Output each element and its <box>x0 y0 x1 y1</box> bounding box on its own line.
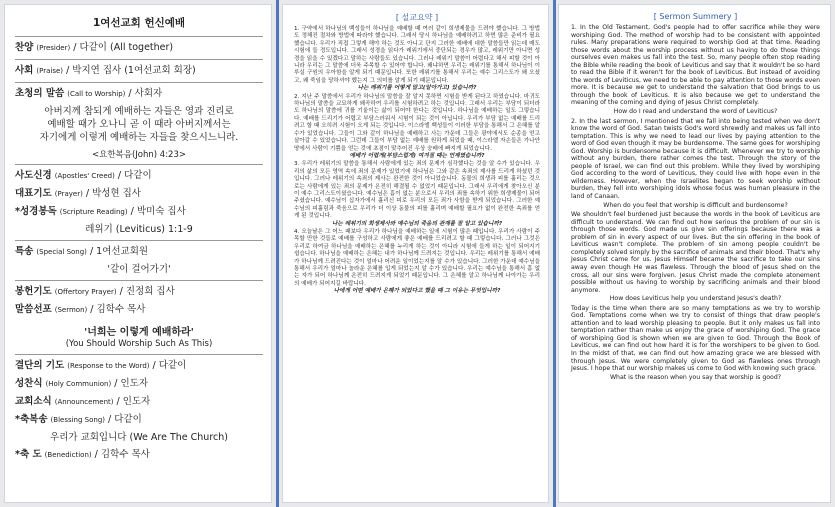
summary-en-question-4: What is the reason when you say that worship is good? <box>609 373 782 381</box>
divider <box>15 82 263 83</box>
summary-en-paragraph-2: 2. In the last sermon, I mentioned that we fall into being tested when we don't know the word of God. Satan twists God's word shrewdly and makes us fall into temptation. This is why we need to lead our lives by paying attention to the word of God even though it may be burdensome. The same goes for worshiping God. Worship is burdensome because it is difficult. Whenever we try to worship without any burden, there rather comes the test. Through the story of the people of Israel, we can find out this problem. While they lived by worshiping God according to the word of Leviticus, they could live with hope even in the wilderness. However, when the Israelites began to seek worship without burden, they fell into worshiping idols whose focus was human pleasure in the land of Canaan. <box>571 117 820 201</box>
order-item-offertory-prayer: 봉헌기도 (Offertory Prayer) / 진정희 집사 <box>15 286 175 297</box>
sermon-summary-english-panel <box>558 4 831 503</box>
blessing-song-title: 우리가 교회입니다 (We Are The Church) <box>50 432 228 443</box>
divider <box>15 354 263 355</box>
order-item-sermon: 말씀선포 (Sermon) / 김학수 목사 <box>15 304 146 315</box>
scripture-passage: 레위기 (Leviticus) 1:1-9 <box>85 224 193 235</box>
summary-question-2: 예배가 어렵게(부담스럽게) 여겨질 때는 언제였습니까? <box>349 152 485 159</box>
summary-paragraph-2: 2. 지난 주 말씀에서 우리가 하나님의 말씀을 잘 알지 못하면 시험을 받게 된다고 하였습니다. 마귀도 하나님의 말씀을 교묘하게 왜곡하여 우리를 시험하려고 하는 것입니다. 그래서 우리는 부담이 되더라도 하나님의 말씀에 귀를 기울이는 삶이 되어야 한다는 것입니다. 하나님을 예배하는 일도 그렇습니다. 예배를 드리기가 어렵고 부담스러워서 시험이 되는 것이 아닙니다. 우리가 부담 없는 예배를 드리려고 할 때 오히려 시험이 오게 되는 것입니다. 이스라엘 백성들이 이러한 부담을 통해서 그 은혜를 알 수가 있었습니다. 그들이 그와 같이 하나님을 예배하고 사는 가운데 그들은 광야에서도 순종을 얻고 살아갈 수 있었습니다. 그런데 그들이 부담 없는 예배를 원하게 되었을 때, 이스라엘 자손들은 가나안 땅에서 사람이 기쁨을 얻는 것에 초점이 맞추어진 우상 숭배에 빠지게 되었습니다. <box>294 93 540 152</box>
order-item-blessing-song: *축복송 (Blessing Song) / 다같이 <box>15 414 142 425</box>
order-item-response: 결단의 기도 (Response to the Word) / 다같이 <box>15 360 187 371</box>
order-item-creed: 사도신경 (Apostles' Creed) / 다같이 <box>15 170 152 181</box>
order-item-communion: 성찬식 (Holy Communion) / 인도자 <box>15 378 149 389</box>
sermon-title-english: (You Should Worship Such As This) <box>65 339 213 349</box>
summary-question-3: 나는 레위기의 희생제사와 예수님의 죽음의 관계를 잘 알고 있습니까? <box>331 220 503 227</box>
divider <box>15 36 263 37</box>
summary-heading-english: [ Sermon Summery ] <box>653 12 738 21</box>
summary-heading-korean: [ 설교요약 ] <box>395 13 439 22</box>
divider <box>15 59 263 60</box>
summary-en-paragraph-3: We shouldn't feel burdened just because the words in the book of Leviticus are difficult to understand. We can find out how serious the problem of our sin is through those words. God made us give sin offerings because there was a problem of sin in every aspect of our lives. But the sin offering in the book of Leviticus wasn't complete. The problem of sin among people couldn't be completely solved simply by the sacrifice of animals and their blood. That's why Jesus Christ came for us. Jesus Himself became the sacrifice to take our sins away even though He was flawless. Through the blood of Jesus shed on the cross, all our sins were forgiven. Jesus Christ made the complete atonement possible without us having to worship by sacrificing animals and their blood anymore. <box>571 211 820 294</box>
order-of-worship-panel <box>4 4 272 503</box>
order-item-special-song: 특송 (Special Song) / 1여선교회원 <box>15 246 149 257</box>
order-item-call-to-worship: 초청의 말씀 (Call to Worship) / 사회자 <box>15 88 163 99</box>
divider <box>15 164 263 165</box>
order-item-presider: 사회 (Praise) / 박지연 집사 (1여선교회 회장) <box>15 65 196 76</box>
summary-en-paragraph-4: Today is the time when there are so many temptations as we try to worship God. Temptations come when we try to consist of things that draw people's attention and to lead worship pleasing to people. But it only makes us fall into temptation rather than make us enjoy the grace of worshiping God. The grace of worshiping God is shown when we are given to God. Through the Book of Leviticus, we can find out how hard it is for the worshipers to be given to God. In the midst of that, we can find out how amazing grace we are blessed with through Jesus. We were completely given to God as flawless ones through Jesus. I hope that our worship makes us come to God with knowing such grace. <box>571 304 820 373</box>
summary-question-4: 나에게 어떤 예배가 은혜가 되었다고 했을 때 그 이유는 무엇입니까? <box>333 288 501 295</box>
summary-en-question-3: How does Leviticus help you understand Jesus's death? <box>609 295 782 303</box>
order-item-praise: 찬양 (Presider) / 다같이 (All together) <box>15 42 174 53</box>
sermon-title: '너희는 이렇게 예배하라' <box>84 327 194 338</box>
order-item-prayer: 대표기도 (Prayer) / 박성현 집사 <box>15 188 141 199</box>
special-song-title: '같이 걸어가기' <box>107 264 171 275</box>
summary-paragraph-4: 4. 오늘날은 그 어느 때보다 우리가 하나님을 예배하는 일에 시험이 많은 때입니다. 우리가 사람이 주목할 만한 것들로 예배를 구성하고 사람에게 좋은 예배를 드리려고 할 때 그렇습니다. 그러나 그것은 우리로 하여금 하나님을 예배하는 은혜를 누리게 하는 것이 아니라 시험에 들게 하는 일이 되어지기 쉽습니다. 하나님을 예배하는 은혜는 내가 하나님께 드려지는 것입니다. 우리는 레위기를 통해서 예배가 하나님께 드려진다는 것이 얼마나 어려운 일이었는지를 알 수가 있습니다. 그러한 가운데 예수님을 통해서 우리가 얼마나 놀라운 은혜를 입게 되었는지 알 수가 있습니다. 우리는 예수님을 통해서 흠 없는 자가 되어 하나님께 온전히 드려지게 되었기 때문입니다. 그 은혜를 알고 하나님께 나아가는 우리의 예배가 되어지길 바랍니다. <box>294 228 540 287</box>
summary-paragraph-3: 3. 우리가 레위기의 말씀을 통해서 사람에게 있는 죄의 문제가 심각했다는 것을 알 수가 있습니다. 우리의 삶의 모든 영역 속에 죄의 문제가 있었기에 하나님은 그와 같은 속죄의 제사를 드리게 하셨던 것입니다. 그러나 레위기의 속죄의 제사는 완전한 것이 아니었습니다. 동물의 희생과 피를 흘리는 것으로는 사람에게 있는 죄의 문제가 온전히 해결될 수 없었기 때문입니다. 그래서 우리에게 찾아오신 분이 예수 그리스도이셨습니다. 예수님은 흠이 없는 분으로서 우리의 죄를 속하기 위한 희생제물이 되어 주셨습니다. 예수님이 십자가에서 흘리신 피로 우리의 모든 죄가 사함을 받게 되었습니다. 그러한 예수님의 피흘림과 죽음으로 우리가 더 이상 동물의 피를 흘리며 예배할 필요가 없이 완전한 속죄를 얻게 된 것입니다. <box>294 161 540 220</box>
order-item-benediction: *축 도 (Benediction) / 김학수 목사 <box>15 449 150 460</box>
summary-en-paragraph-1: 1. In the Old Testament, God's people had to offer sacrifice while they were worshiping God. The method of worship had to be consistent with appointed rules. Many preparations were required to worship God at that time. Reading those words about the worship process without us having to do those things ourselves even makes us fall into the test. So, many people often stop reading the Bible while reading the book of Leviticus and say that it wouldn't be so hard to read the Bible if it weren't for the book of Leviticus. But instead of avoiding the words of Leviticus, we need to be able to pay attention to those words even more. It is because we get to understand the salvation that God brings to us through the book of Leviticus. It is also because we get to understand the meaning of the coming and dying of Jesus Christ completely. <box>571 24 820 107</box>
call-to-worship-reference: <요한복음(John) 4:23> <box>92 150 186 160</box>
summary-en-question-2: When do you feel that worship is difficult and burdensome? <box>603 201 788 209</box>
order-item-announcement: 교회소식 (Announcement) / 인도자 <box>15 396 151 407</box>
service-title: 1여선교회 헌신예배 <box>92 17 186 29</box>
summary-question-1: 나는 레위기를 어떻게 알고(알아가고) 있습니까? <box>357 85 477 92</box>
page-fold-divider <box>553 0 556 507</box>
summary-paragraph-1: 1. 구약에서 하나님의 백성들이 하나님을 예배할 때 여러 같이 희생제물을 드려야 했습니다. 그 방법도 정해진 절차와 방법에 따라야 했습니다. 그래서 당시 하나님을 예배하려고 하면 많은 준비가 필요했습니다. 우리가 직접 그렇게 해야 하는 것도 아니고 단지 그러한 예배에 대한 말씀들만 읽는데 매도 시험에 들 정도입니다. 그래서 성경을 읽다가 레위기에서 중단되는 경우가 많고, 레위기만 아니면 성경을 읽을 수 있겠다고 말하는 사람들도 있습니다. 그러나 레위기 말씀이 어렵다고 해서 피할 것이 아니라 우리는 그 말씀에 더욱 주목할 수 있어야 합니다. 왜냐하면 우리는 레위기를 통해서 하나님이 이루실 구원의 우아함을 알게 되기 때문입니다. 또한 레위기를 통해서 우리는 예수 그리스도가 왜 오셨고, 왜 죽임을 당하셔야 했는지 그 의미를 알게 되기 때문입니다. <box>294 26 540 84</box>
call-to-worship-verse: 아버지께 참되게 예배하는 자들은 영과 진리로 예배할 때가 오나니 곧 이 때라 아버지께서는 자기에게 이렇게 예배하는 자들을 찾으시느니라. <box>39 106 239 143</box>
divider <box>15 280 263 281</box>
summary-en-question-1: How do I read and understand the word of Leviticus? <box>613 108 778 116</box>
divider <box>15 240 263 241</box>
order-item-scripture-reading: *성경봉독 (Scripture Reading) / 박미숙 집사 <box>15 206 186 217</box>
page-fold-divider <box>276 0 279 507</box>
sermon-summary-korean-panel <box>282 4 549 503</box>
